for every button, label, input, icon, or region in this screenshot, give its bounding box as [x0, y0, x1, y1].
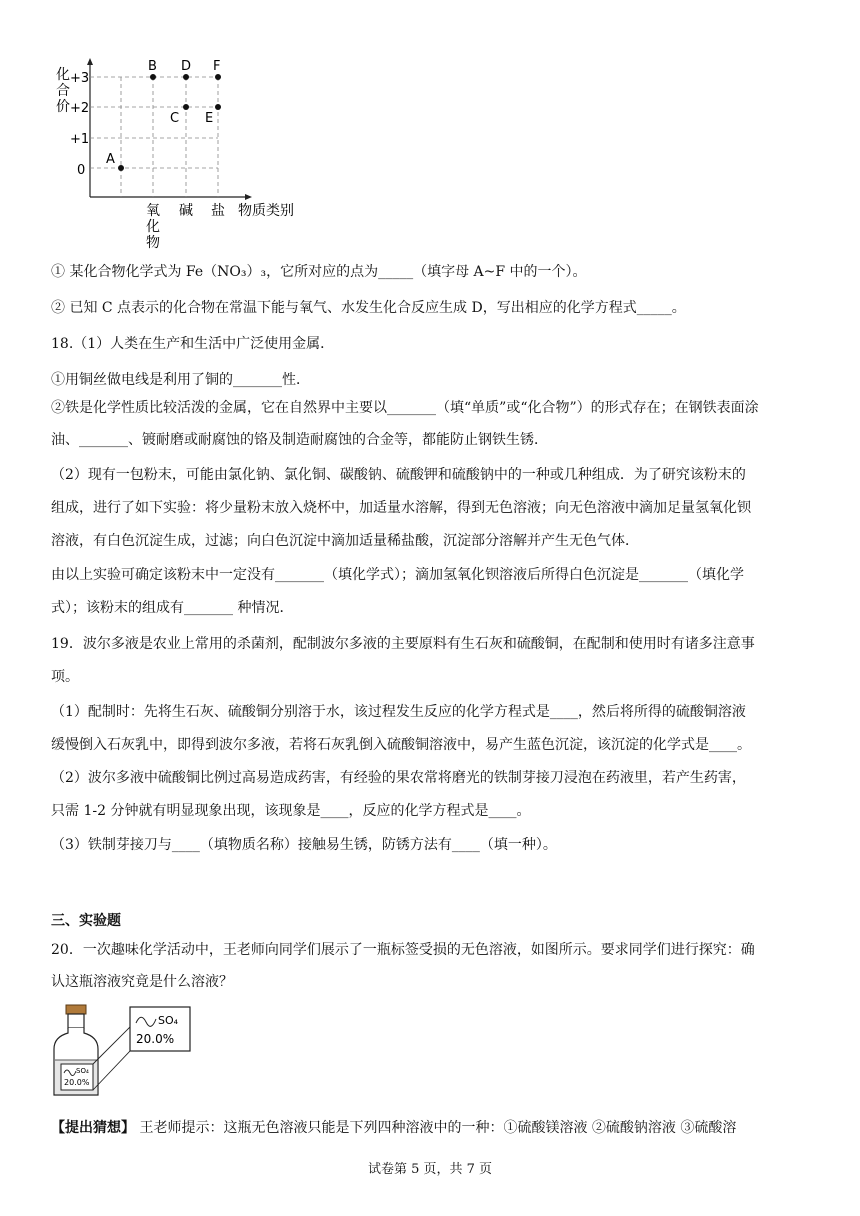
hypothesis-text: 王老师提示：这瓶无色溶液只能是下列四种溶液中的一种：①硫酸镁溶液 ②硫酸钠溶液 ③硫酸溶	[135, 1120, 737, 1136]
bottle-label-small-percent: 20.0%	[64, 1078, 90, 1087]
point-f	[215, 74, 221, 80]
y-tick-plus3: +3	[70, 71, 90, 86]
q19-intro-2: 项。	[51, 669, 79, 685]
y-tick-zero: 0	[77, 163, 86, 178]
q19-sub1-2: 缓慢倒入石灰乳中，即得到波尔多液，若将石灰乳倒入硫酸铜溶液中，易产生蓝色沉淀，该沉淀的化学式是____。	[51, 737, 751, 753]
q18-conclusion-2: 式）；该粉末的组成有_______ 种情况．	[51, 600, 294, 616]
section-heading-experiment: 三、实验题	[51, 913, 121, 929]
point-label-e: E	[205, 111, 214, 126]
bottle-label-large-formula: SO₄	[158, 1014, 179, 1027]
bottle-label-small-formula: SO₄	[76, 1067, 89, 1075]
bottle-neck	[68, 1014, 84, 1028]
q18-conclusion-1: 由以上实验可确定该粉末中一定没有_______（填化学式）；滴加氢氧化钡溶液后所得白色沉淀是_______（填化学	[51, 567, 744, 583]
q17-sub1: ① 某化合物化学式为 Fe（NO₃）₃，它所对应的点为_____（填字母 A~F 中的一个）。	[51, 264, 587, 280]
q19-sub2-2: 只需 1-2 分钟就有明显现象出现，该现象是____，反应的化学方程式是____。	[51, 803, 531, 819]
y-axis-label-3: 价	[56, 99, 70, 115]
point-label-a: A	[106, 152, 115, 167]
page-footer: 试卷第 5 页，共 7 页	[367, 1162, 493, 1177]
q19-sub1-1: （1）配制时：先将生石灰、硫酸铜分别溶于水，该过程发生反应的化学方程式是____，然后将所得的硫酸铜溶液	[51, 704, 746, 720]
point-label-d: D	[181, 59, 192, 74]
bottle-label-large-percent: 20.0%	[136, 1032, 175, 1046]
q18-intro: 18.（1）人类在生产和生活中广泛使用金属．	[51, 336, 335, 352]
x-tick-oxide-1: 氧	[146, 203, 160, 219]
x-axis-arrow	[245, 194, 252, 200]
bottle-cap	[66, 1005, 86, 1014]
q18-powder-3: 溶液，有白色沉淀生成，过滤；向白色沉淀中滴加适量稀盐酸，沉淀部分溶解并产生无色气体．	[51, 533, 639, 549]
q17-sub2: ② 已知 C 点表示的化合物在常温下能与氧气、水发生化合反应生成 D，写出相应的化学方程式_____。	[51, 300, 686, 316]
y-axis-arrow	[87, 58, 93, 65]
q18-iron-2: 油、_______、镀耐磨或耐腐蚀的铬及制造耐腐蚀的合金等，都能防止钢铁生锈．	[51, 432, 548, 448]
hypothesis-line	[51, 1118, 736, 1138]
q18-powder-2: 组成，进行了如下实验：将少量粉末放入烧杯中，加适量水溶解，得到无色溶液；向无色溶液中滴加足量氢氧化钡	[51, 500, 751, 516]
point-e	[215, 104, 221, 110]
hypothesis-tag: 【提出猜想】	[51, 1120, 135, 1136]
y-tick-plus2: +2	[70, 101, 90, 116]
q19-intro-1: 19．波尔多液是农业上常用的杀菌剂，配制波尔多液的主要原料有生石灰和硫酸铜，在配制和使用时有诸多注意事	[51, 636, 755, 652]
y-tick-plus1: +1	[70, 132, 90, 147]
point-c	[183, 104, 189, 110]
point-a	[118, 165, 124, 171]
point-label-c: C	[170, 111, 180, 126]
q20-line-2: 认这瓶溶液究竟是什么溶液？	[51, 974, 233, 990]
x-tick-base: 碱	[179, 203, 193, 219]
x-tick-salt: 盐	[211, 203, 225, 219]
q18-copper: ①用铜丝做电线是利用了铜的_______性．	[51, 372, 310, 388]
y-axis-label-1: 化	[56, 67, 70, 83]
x-axis-label: 物质类别	[238, 203, 294, 219]
point-label-f: F	[213, 59, 221, 74]
point-d	[183, 74, 189, 80]
y-axis-label-2: 合	[56, 83, 70, 99]
q18-iron-1: ②铁是化学性质比较活泼的金属，它在自然界中主要以_______（填“单质”或“化合物”）的形式存在；在钢铁表面涂	[51, 400, 759, 416]
q19-sub3: （3）铁制芽接刀与____（填物质名称）接触易生锈，防锈方法有____（填一种）。	[51, 837, 557, 853]
q19-sub2-1: （2）波尔多液中硫酸铜比例过高易造成药害，有经验的果农常将磨光的铁制芽接刀浸泡在药液里，若产生药害，	[51, 770, 746, 786]
q18-powder-1: （2）现有一包粉末，可能由氯化钠、氯化铜、碳酸钠、硫酸钾和硫酸钠中的一种或几种组成．为了研究该粉末的	[51, 467, 746, 483]
grid	[90, 77, 218, 197]
x-tick-oxide-2: 化	[146, 219, 160, 235]
point-b	[150, 74, 156, 80]
reagent-bottle-illustration	[50, 1003, 200, 1103]
point-label-b: B	[148, 59, 157, 74]
valence-category-diagram	[50, 55, 320, 255]
x-tick-oxide-3: 物	[146, 235, 160, 251]
q20-line-1: 20．一次趣味化学活动中，王老师向同学们展示了一瓶标签受损的无色溶液，如图所示。要求同学们进行探究：确	[51, 942, 755, 958]
